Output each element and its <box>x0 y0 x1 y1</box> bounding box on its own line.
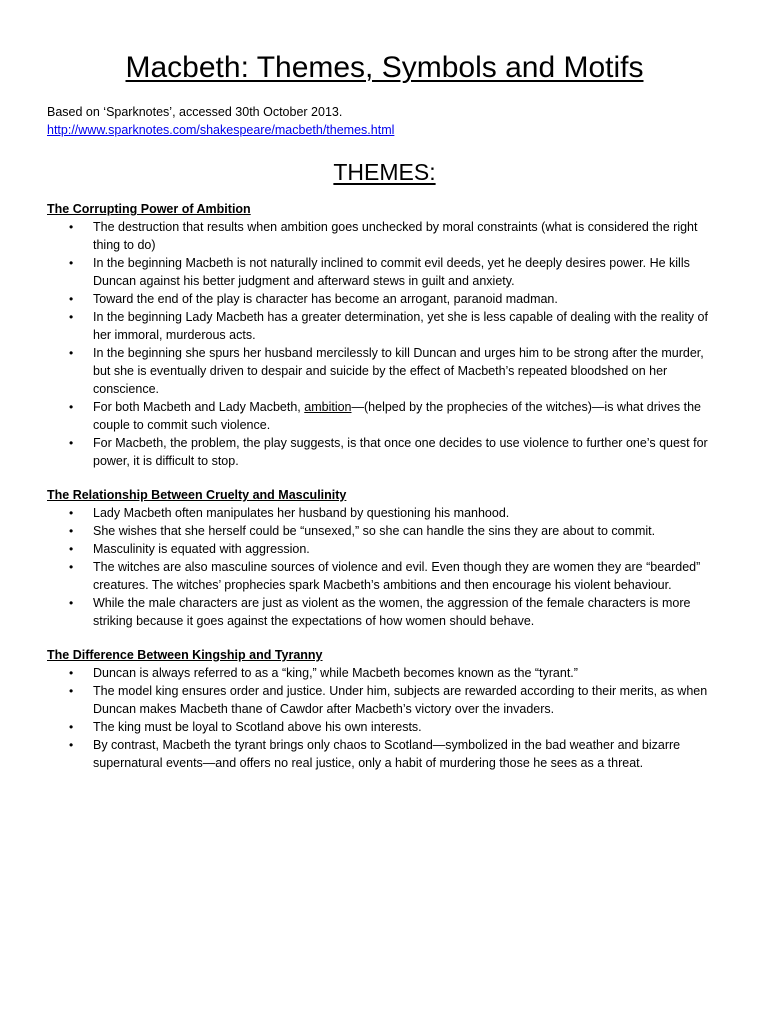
list-item <box>47 254 722 290</box>
theme-section-cruelty-masculinity <box>47 486 722 630</box>
bullet-list <box>47 218 722 470</box>
list-item-text-after: —(helped by the prophecies of the witches)—is what drives the couple to commit such violence. <box>93 400 701 432</box>
bullet-icon: • <box>69 560 74 574</box>
bullet-icon: • <box>69 720 74 734</box>
theme-heading: The Difference Between Kingship and Tyranny <box>47 648 323 662</box>
list-item <box>47 398 722 434</box>
theme-section-kingship-tyranny <box>47 646 722 772</box>
list-item-text: By contrast, Macbeth the tyrant brings only chaos to Scotland—symbolized in the bad weather and bizarre supernatural events—and offers no real justice, only a habit of murdering those he sees as a threat. <box>93 738 681 770</box>
bullet-icon: • <box>69 596 74 610</box>
bullet-icon: • <box>69 436 74 450</box>
bullet-icon: • <box>69 684 74 698</box>
list-item-text: Duncan is always referred to as a “king,” while Macbeth becomes known as the “tyrant.” <box>93 666 578 680</box>
bullet-list <box>47 504 722 630</box>
bullet-icon: • <box>69 506 74 520</box>
list-item <box>47 540 722 558</box>
list-item-text: Masculinity is equated with aggression. <box>93 542 310 556</box>
theme-section-ambition <box>47 200 722 470</box>
list-item-text: For Macbeth, the problem, the play suggests, is that once one decides to use violence to further one’s quest for power, it is difficult to stop. <box>93 436 708 468</box>
underlined-term-ambition: ambition <box>304 400 352 414</box>
list-item <box>47 558 722 594</box>
list-item <box>47 218 722 254</box>
theme-heading: The Corrupting Power of Ambition <box>47 202 251 216</box>
list-item <box>47 290 722 308</box>
bullet-icon: • <box>69 256 74 270</box>
theme-heading: The Relationship Between Cruelty and Masculinity <box>47 488 347 502</box>
bullet-icon: • <box>69 310 74 324</box>
bullet-list <box>47 664 722 772</box>
list-item <box>47 718 722 736</box>
section-title-themes: THEMES: <box>333 159 436 185</box>
bullet-icon: • <box>69 542 74 556</box>
document-title: Macbeth: Themes, Symbols and Motifs <box>125 51 644 84</box>
list-item <box>47 594 722 630</box>
bullet-icon: • <box>69 524 74 538</box>
bullet-icon: • <box>69 346 74 360</box>
bullet-icon: • <box>69 292 74 306</box>
list-item-text: In the beginning Macbeth is not naturally inclined to commit evil deeds, yet he deeply desires power. He kills Duncan against his better judgment and afterward stews in guilt and anxiety. <box>93 256 690 288</box>
list-item <box>47 504 722 522</box>
list-item <box>47 344 722 398</box>
list-item-text: Toward the end of the play is character has become an arrogant, paranoid madman. <box>93 292 558 306</box>
list-item-text: The model king ensures order and justice. Under him, subjects are rewarded according to their merits, as when Duncan makes Macbeth thane of Cawdor after Macbeth’s victory over the invaders. <box>93 684 708 716</box>
list-item-text: The king must be loyal to Scotland above his own interests. <box>93 720 422 734</box>
list-item-text: In the beginning she spurs her husband mercilessly to kill Duncan and urges him to be strong after the murder, but she is eventually driven to despair and suicide by the effect of Macbeth’s repeated bloodshed on her conscience. <box>93 346 704 396</box>
list-item <box>47 308 722 344</box>
list-item-text: Lady Macbeth often manipulates her husband by questioning his manhood. <box>93 506 510 520</box>
list-item <box>47 434 722 470</box>
list-item-text-before: For both Macbeth and Lady Macbeth, <box>93 400 305 414</box>
list-item-text: The destruction that results when ambition goes unchecked by moral constraints (what is considered the right thing to do) <box>93 220 698 252</box>
list-item-text: While the male characters are just as violent as the women, the aggression of the female characters is more striking because it goes against the expectations of how women should behave. <box>93 596 691 628</box>
source-attribution: Based on ‘Sparknotes’, accessed 30th October 2013. <box>47 105 343 119</box>
bullet-icon: • <box>69 400 74 414</box>
list-item <box>47 522 722 540</box>
bullet-icon: • <box>69 220 74 234</box>
list-item <box>47 682 722 718</box>
list-item <box>47 664 722 682</box>
list-item-text: The witches are also masculine sources of violence and evil. Even though they are women they are “bearded” creatures. The witches’ prophecies spark Macbeth’s ambitions and then encourage his violent behaviour. <box>93 560 701 592</box>
bullet-icon: • <box>69 666 74 680</box>
source-link[interactable]: http://www.sparknotes.com/shakespeare/macbeth/themes.html <box>47 123 395 137</box>
list-item-text: In the beginning Lady Macbeth has a greater determination, yet she is less capable of dealing with the reality of her immoral, murderous acts. <box>93 310 708 342</box>
list-item <box>47 736 722 772</box>
list-item-text: She wishes that she herself could be “unsexed,” so she can handle the sins they are about to commit. <box>93 524 656 538</box>
bullet-icon: • <box>69 738 74 752</box>
